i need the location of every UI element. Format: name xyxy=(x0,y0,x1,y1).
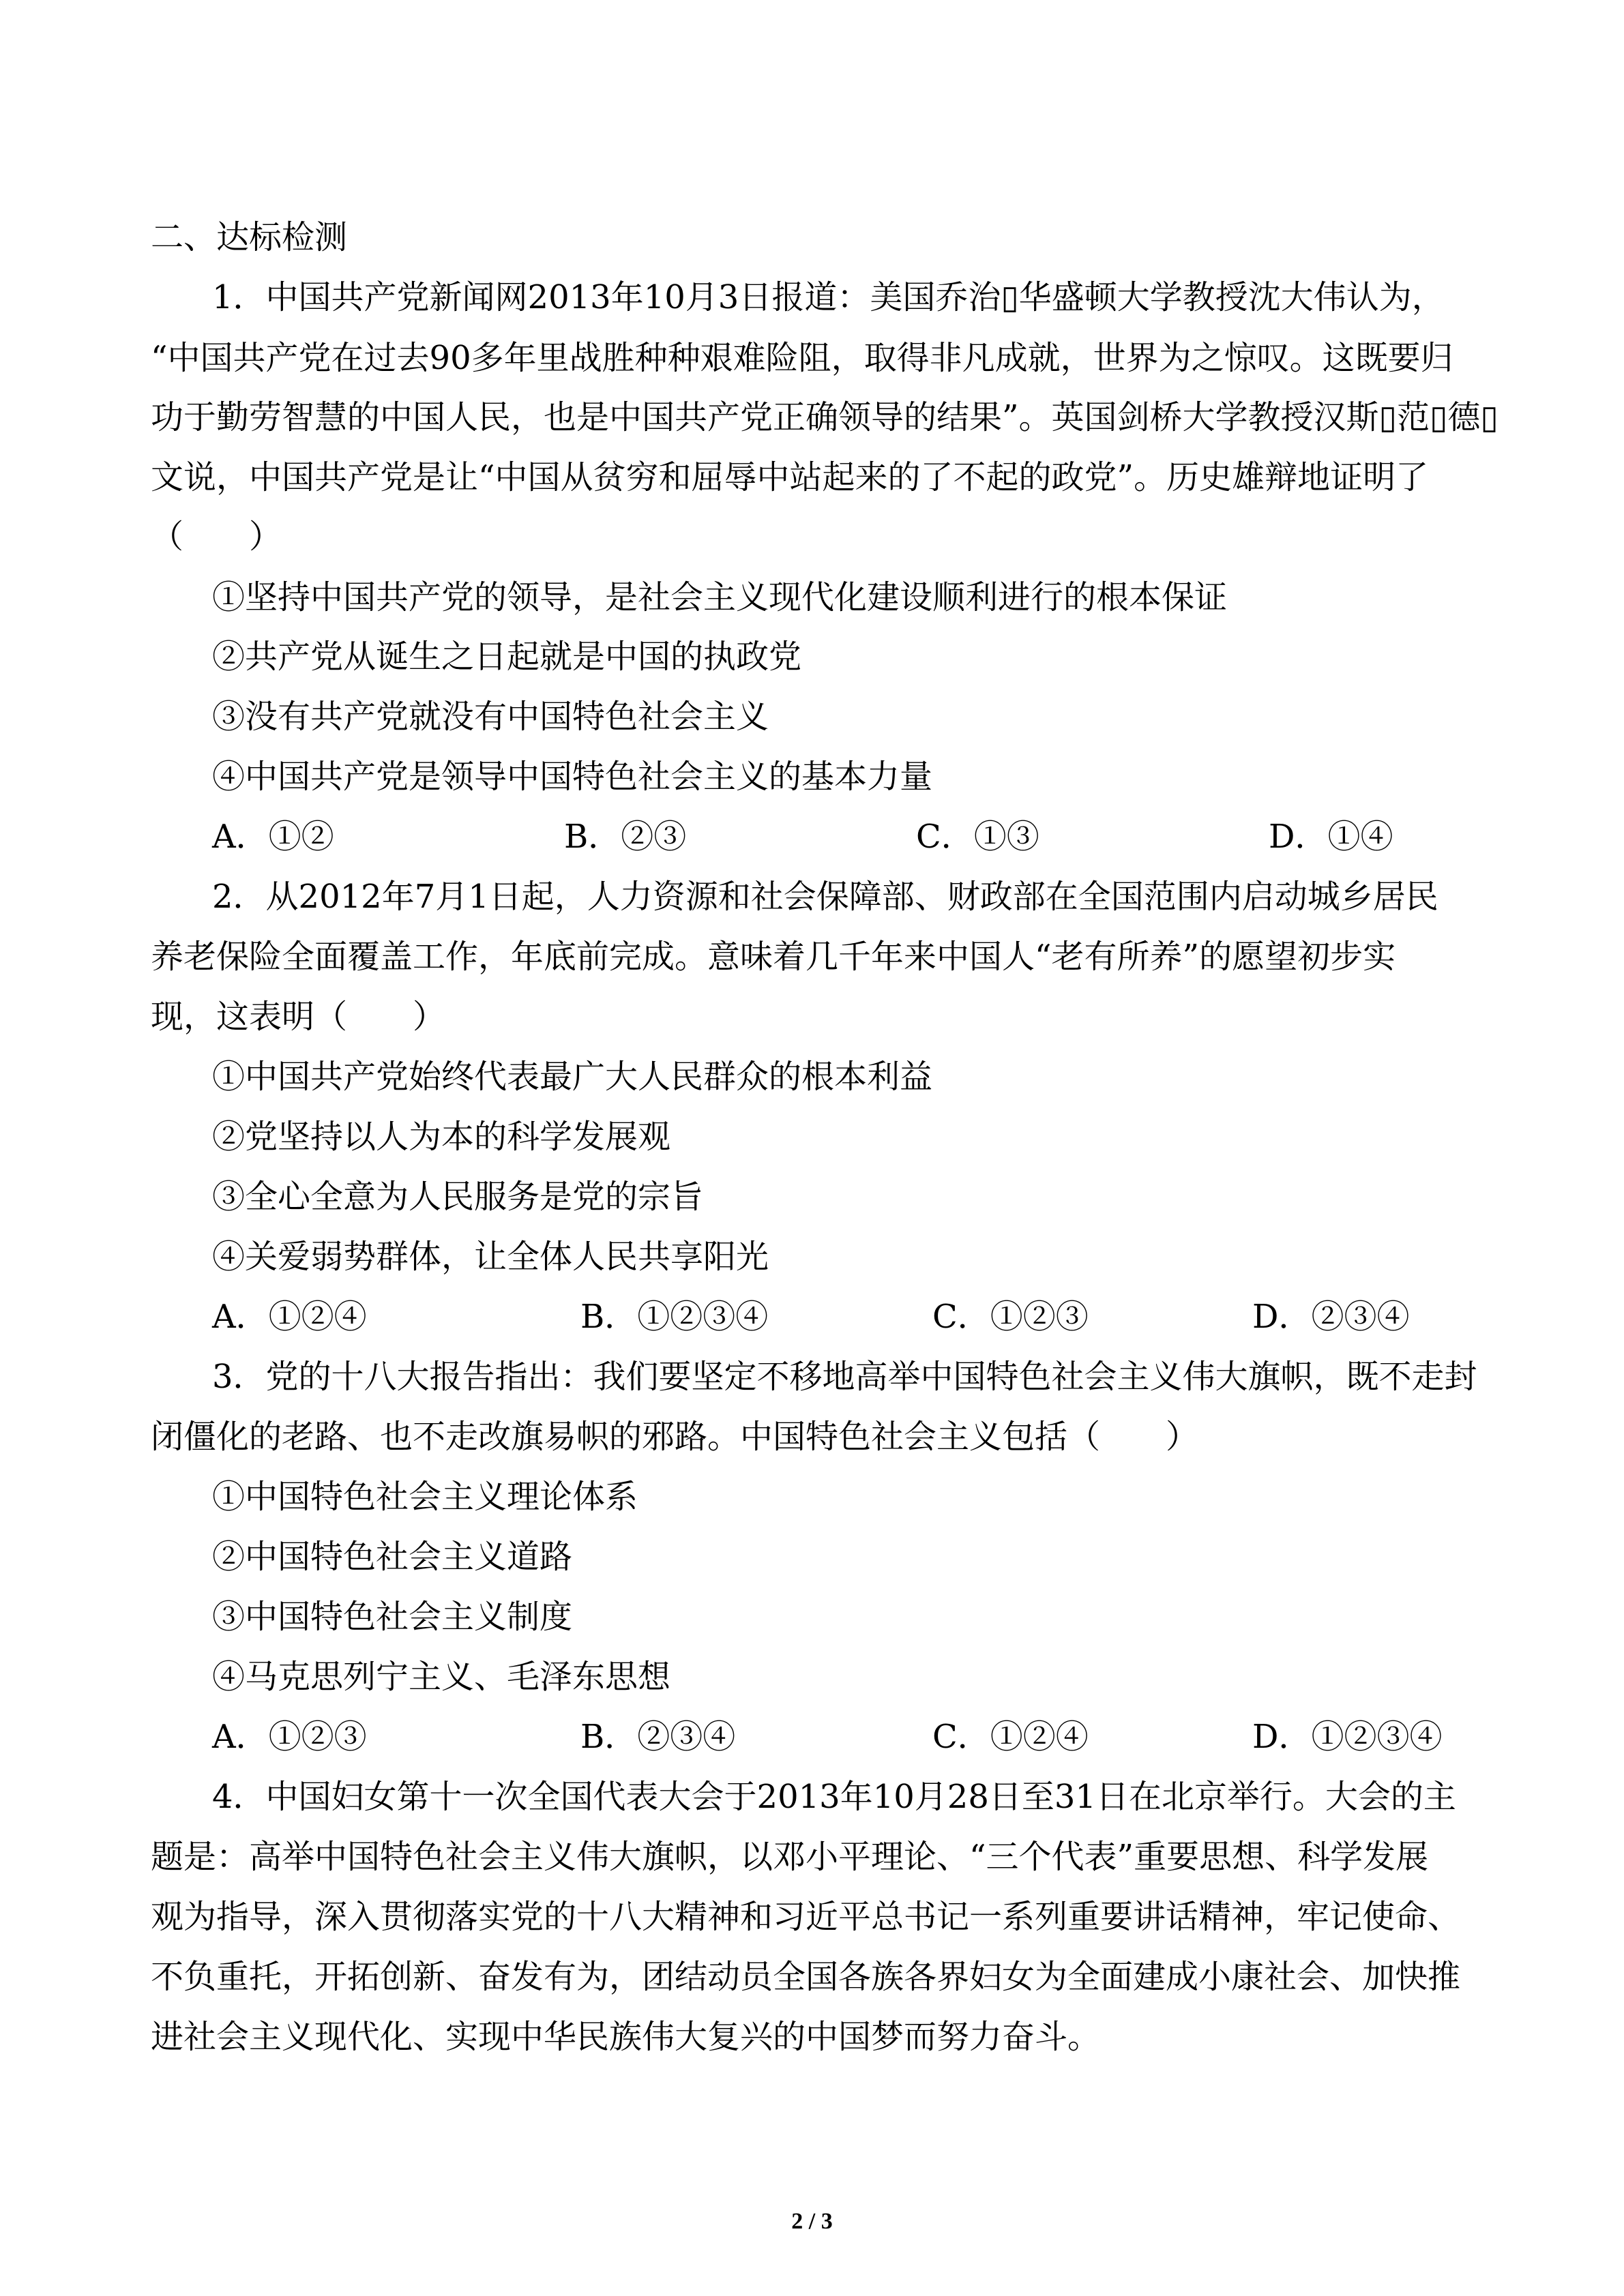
question-1-line-3: 功于勤劳智慧的中国人民，也是中国共产党正确领导的结果”。英国剑桥大学教授汉斯▯范▯德▯ xyxy=(151,398,1498,436)
question-3-line-1: 3．党的十八大报告指出：我们要坚定不移地高举中国特色社会主义伟大旗帜，既不走封 xyxy=(212,1358,1477,1396)
page-number: 2 / 3 xyxy=(791,2209,833,2234)
question-4-line-3: 观为指导，深入贯彻落实党的十八大精神和习近平总书记一系列重要讲话精神，牢记使命、 xyxy=(151,1898,1461,1936)
question-2-item-3: ③全心全意为人民服务是党的宗旨 xyxy=(212,1178,704,1216)
question-2-item-1: ①中国共产党始终代表最广大人民群众的根本利益 xyxy=(212,1058,933,1096)
question-4-line-2: 题是：高举中国特色社会主义伟大旗帜，以邓小平理论、“三个代表”重要思想、科学发展 xyxy=(151,1838,1429,1876)
question-2-line-3: 现，这表明（ ） xyxy=(151,998,446,1036)
question-1-options xyxy=(212,816,1481,857)
question-4-line-4: 不负重托，开拓创新、奋发有为，团结动员全国各族各界妇女为全面建成小康社会、加快推 xyxy=(151,1958,1461,1996)
option-d: D．②③④ xyxy=(1252,1298,1410,1336)
option-c: C．①②④ xyxy=(932,1718,1089,1756)
question-4-line-1: 4．中国妇女第十一次全国代表大会于2013年10月28日至31日在北京举行。大会的主 xyxy=(212,1778,1456,1816)
question-2-line-1: 2．从2012年7月1日起，人力资源和社会保障部、财政部在全国范围内启动城乡居民 xyxy=(212,878,1438,916)
question-1-line-2: “中国共产党在过去90多年里战胜种种艰难险阻，取得非凡成就，世界为之惊叹。这既要归 xyxy=(151,339,1453,377)
option-c: C．①③ xyxy=(916,818,1039,856)
option-b: B．①②③④ xyxy=(580,1298,769,1336)
option-c: C．①②③ xyxy=(932,1298,1089,1336)
question-3-item-4: ④马克思列宁主义、毛泽东思想 xyxy=(212,1658,671,1696)
option-b: B．②③④ xyxy=(580,1718,736,1756)
question-2-item-2: ②党坚持以人为本的科学发展观 xyxy=(212,1118,671,1156)
question-1-item-3: ③没有共产党就没有中国特色社会主义 xyxy=(212,698,769,736)
option-b: B．②③ xyxy=(564,818,687,856)
question-1-item-1: ①坚持中国共产党的领导，是社会主义现代化建设顺利进行的根本保证 xyxy=(212,578,1228,616)
question-3-item-3: ③中国特色社会主义制度 xyxy=(212,1598,573,1636)
question-2-options xyxy=(212,1296,1481,1337)
option-a: A．①② xyxy=(212,818,334,856)
question-3-item-1: ①中国特色社会主义理论体系 xyxy=(212,1478,638,1516)
option-a: A．①②③ xyxy=(212,1718,367,1756)
question-4-line-5: 进社会主义现代化、实现中华民族伟大复兴的中国梦而努力奋斗。 xyxy=(151,2018,1101,2056)
question-2-item-4: ④关爱弱势群体，让全体人民共享阳光 xyxy=(212,1238,769,1276)
question-1-blank: （ ） xyxy=(151,518,282,556)
question-1-line-4: 文说，中国共产党是让“中国从贫穷和屈辱中站起来的了不起的政党”。历史雄辩地证明了 xyxy=(151,458,1429,496)
option-d: D．①②③④ xyxy=(1252,1718,1443,1756)
section-title: 二、达标检测 xyxy=(151,218,348,256)
option-a: A．①②④ xyxy=(212,1298,367,1336)
question-3-item-2: ②中国特色社会主义道路 xyxy=(212,1538,573,1576)
question-1-line-1: 1．中国共产党新闻网2013年10月3日报道：美国乔治▯华盛顿大学教授沈大伟认为， xyxy=(212,278,1445,316)
question-1-item-2: ②共产党从诞生之日起就是中国的执政党 xyxy=(212,638,802,676)
question-2-line-2: 养老保险全面覆盖工作，年底前完成。意味着几千年来中国人“老有所养”的愿望初步实 xyxy=(151,938,1396,976)
question-3-line-2: 闭僵化的老路、也不走改旗易帜的邪路。中国特色社会主义包括（ ） xyxy=(151,1418,1199,1456)
question-1-item-4: ④中国共产党是领导中国特色社会主义的基本力量 xyxy=(212,758,933,796)
question-3-options xyxy=(212,1716,1481,1757)
option-d: D．①④ xyxy=(1269,818,1393,856)
